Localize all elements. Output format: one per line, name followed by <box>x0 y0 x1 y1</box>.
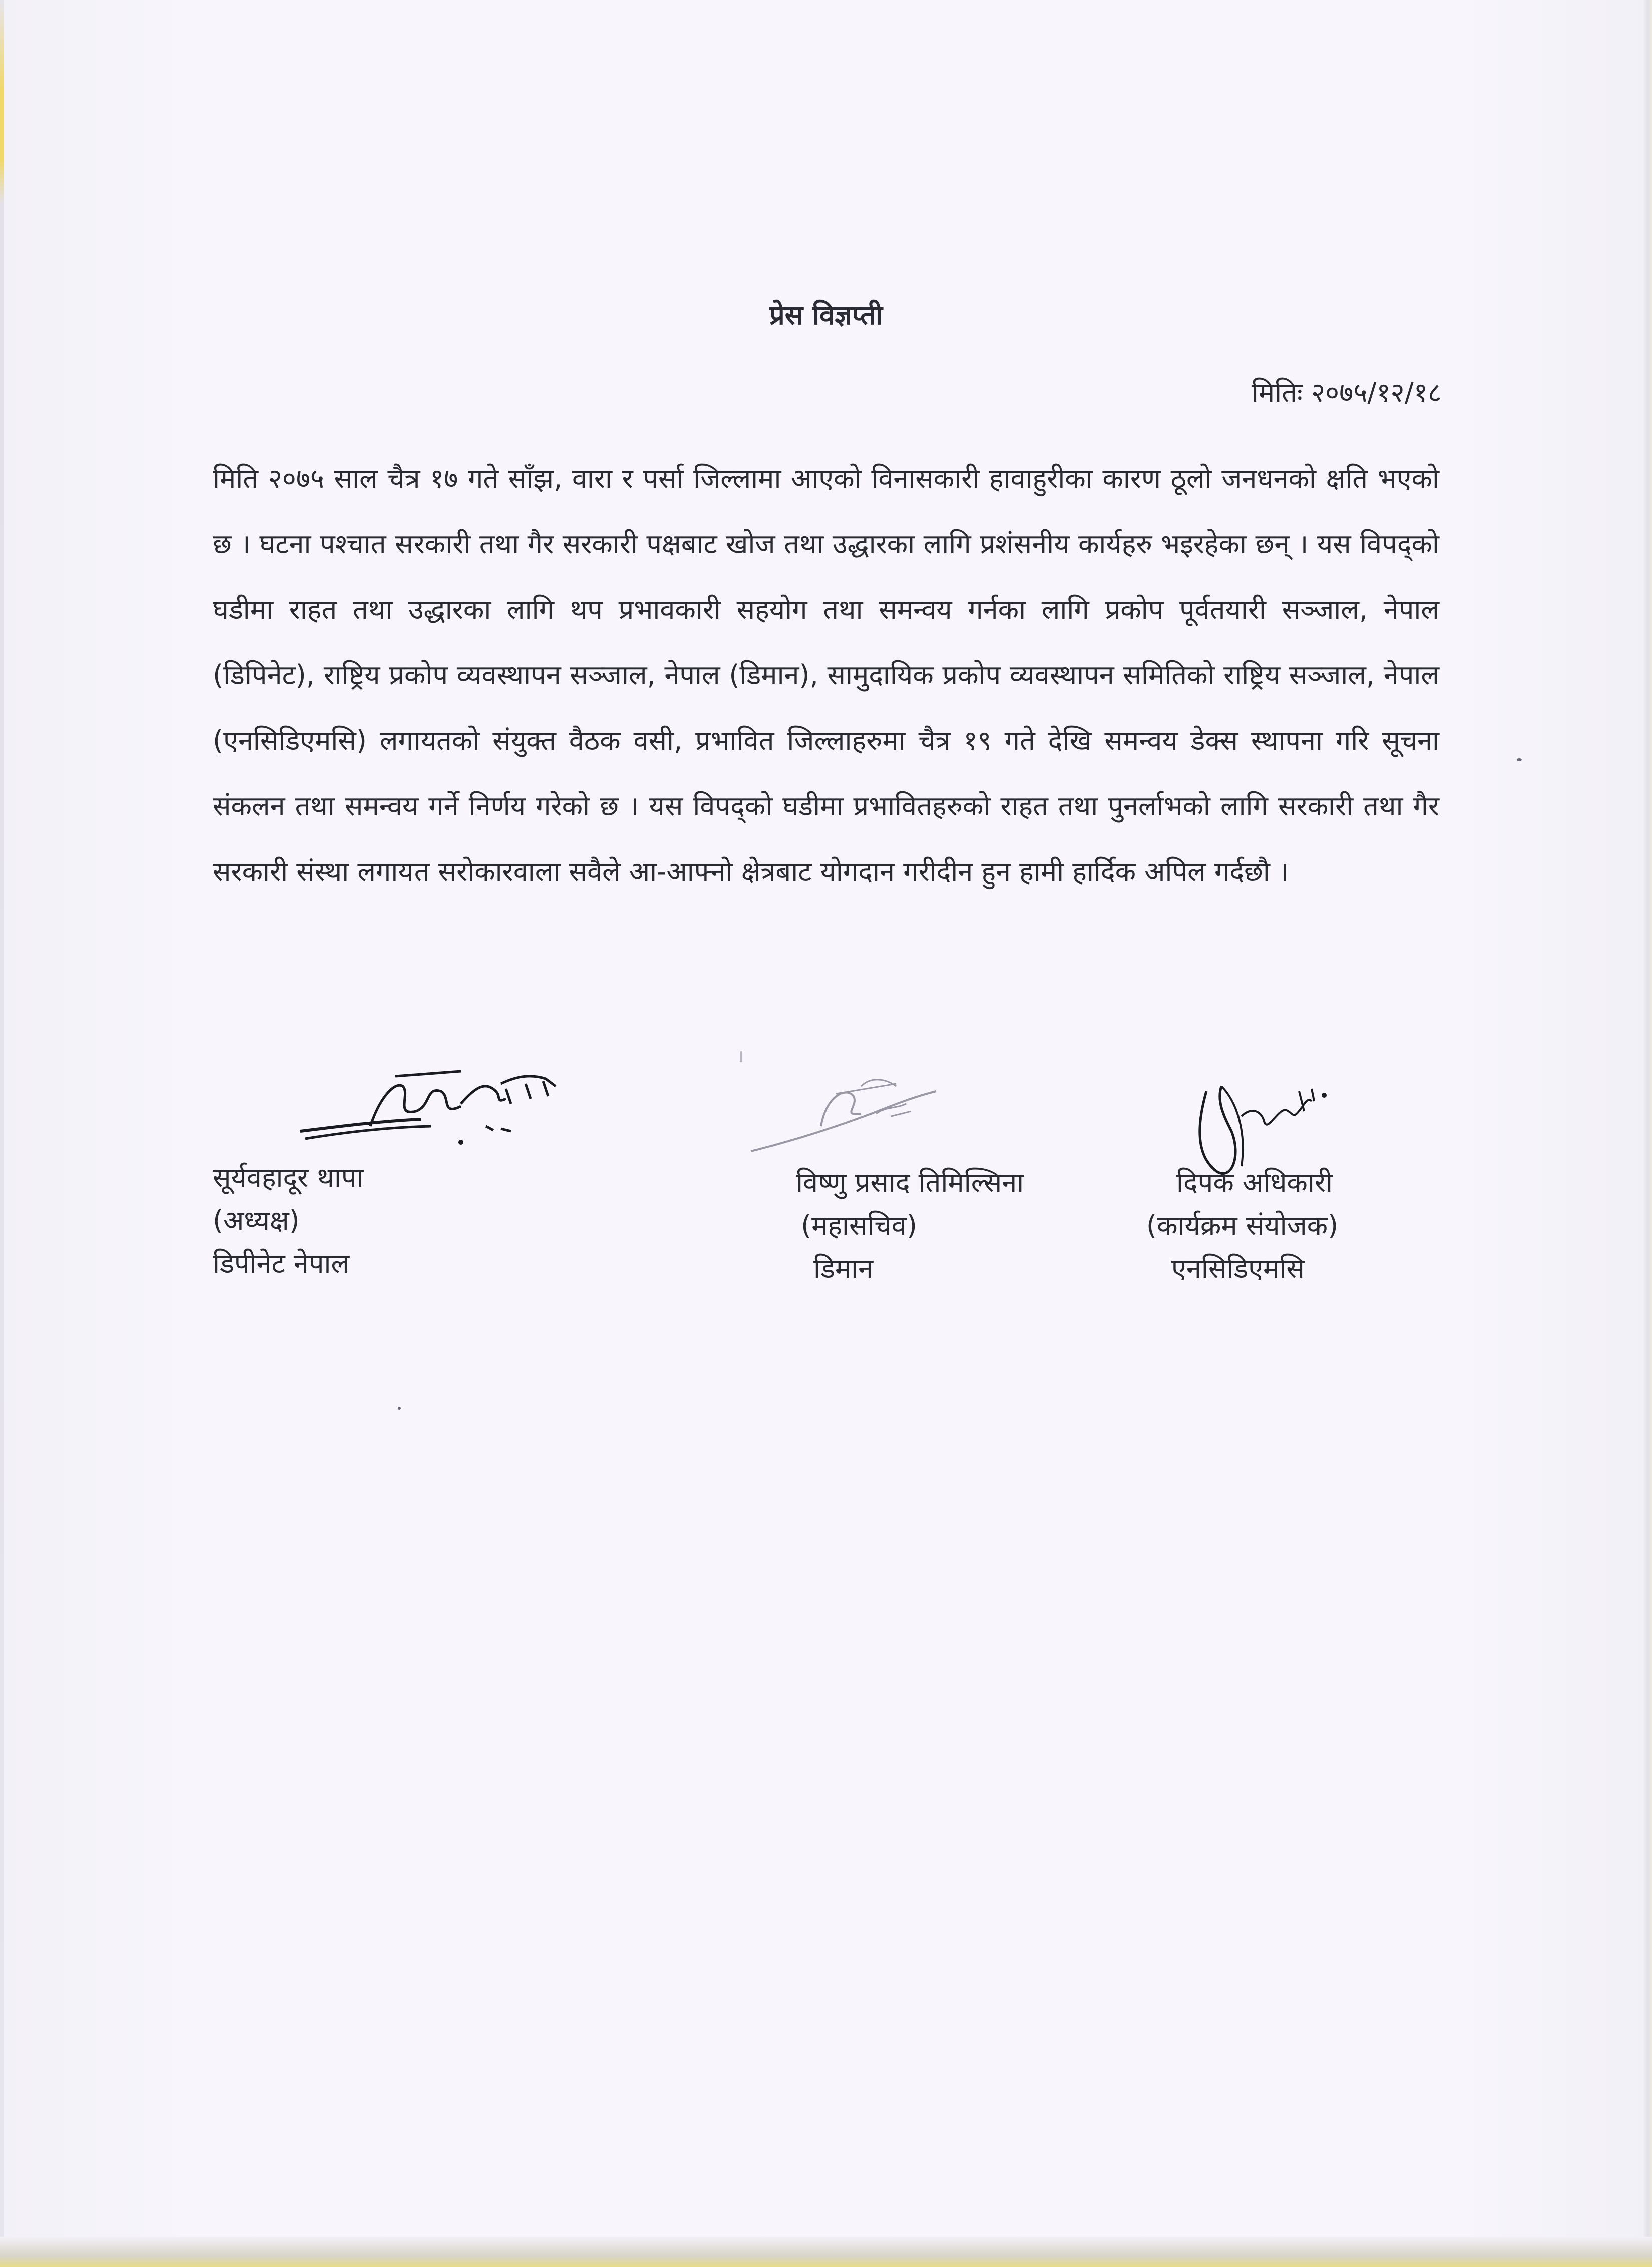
signatory-org-program-coordinator: एनसिडिएमसि <box>1171 1253 1305 1284</box>
press-release-title: प्रेस विज्ञप्ती <box>769 299 883 331</box>
signatory-role-general-secretary: (महासचिव) <box>801 1210 917 1241</box>
signatory-name-program-coordinator: दिपक अधिकारी <box>1176 1167 1333 1198</box>
signatory-org-general-secretary: डिमान <box>813 1253 874 1284</box>
document-date: मितिः २०७५/१२/१८ <box>1251 377 1442 408</box>
scan-speck <box>740 1051 742 1062</box>
scan-speck <box>398 1407 401 1410</box>
signatory-name-general-secretary: विष्णु प्रसाद तिमिल्सिना <box>796 1167 1024 1198</box>
press-release-body: मिति २०७५ साल चैत्र १७ गते साँझ, वारा र पर्सा जिल्लामा आएको विनासकारी हावाहुरीका कारण ठूलो जनधनको क्षति भएको छ । घटना पश्चात सरकारी तथा गैर सरकारी पक्षबाट खोज तथा उद्धारका लागि प्रशंसनीय कार्यहरु भइरहेका छन् । यस विपद्को घडीमा राहत तथा उद्धारका लागि थप प्रभावकारी सहयोग तथा समन्वय गर्नका लागि प्रकोप पूर्वतयारी सञ्जाल, नेपाल (डिपिनेट), राष्ट्रिय प्रकोप व्यवस्थापन सञ्जाल, नेपाल (डिमान), सामुदायिक प्रकोप व्यवस्थापन समितिको राष्ट्रिय सञ्जाल, नेपाल (एनसिडिएमसि) लगायतको संयुक्त वैठक वसी, प्रभावित जिल्लाहरुमा चैत्र १९ गते देखि समन्वय डेक्स स्थापना गरि सूचना संकलन तथा समन्वय गर्ने निर्णय गरेको छ । यस विपद्को घडीमा प्रभावितहरुको राहत तथा पुनर्लाभको लागि सरकारी तथा गैर सरकारी संस्था लगायत सरोकारवाला सवैले आ-आफ्नो क्षेत्रबाट योगदान गरीदीन हुन हामी हार्दिक अपिल गर्दछौ । <box>213 463 1439 887</box>
signatory-name-president: सूर्यवहादूर थापा <box>213 1162 364 1193</box>
signature-general-secretary <box>746 1066 946 1161</box>
scan-edge-bottom <box>0 2237 1652 2267</box>
scan-edge-right <box>1642 0 1652 2267</box>
signatory-role-president: (अध्यक्ष) <box>213 1205 300 1236</box>
signatory-role-program-coordinator: (कार्यक्रम संयोजक) <box>1146 1210 1339 1241</box>
scan-speck <box>1517 758 1522 761</box>
signature-president <box>295 1056 576 1171</box>
scan-edge-left <box>0 0 4 2267</box>
signatory-org-president: डिपीनेट नेपाल <box>213 1248 350 1279</box>
